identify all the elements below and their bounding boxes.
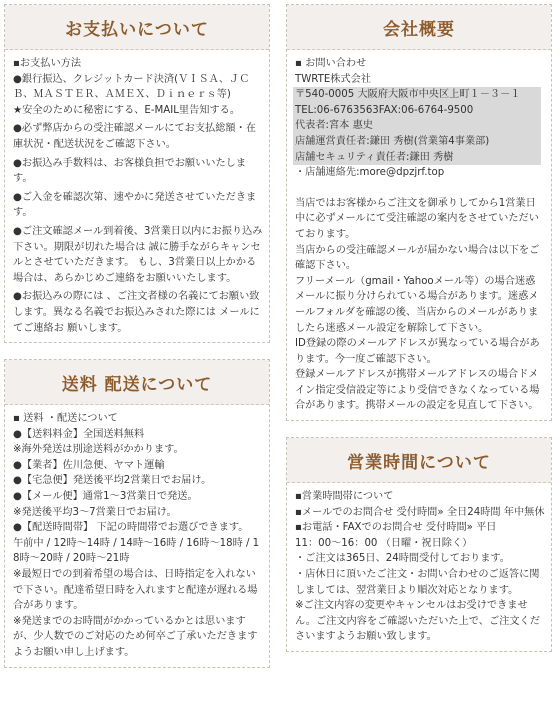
company-header <box>287 5 551 50</box>
payment-line: ★安全のために秘密にする、E-MAIL里告知する。 <box>13 104 241 116</box>
hours-line: ・店休日に頂いたご注文・お問い合わせのご返答に関しましては、翌営業日より順次対応となります。 <box>295 569 540 596</box>
right-column <box>286 4 552 668</box>
payment-line: ●銀行振込、クレジットカード決済(ＶＩＳＡ、ＪＣＢ、ＭＡＳＴＥＲ、ＡＭＥＸ、Ｄｉｎｅｒｓ等) <box>13 73 250 101</box>
company-title: 会社概要 <box>383 19 455 40</box>
shipping-line: ※最短日での到着希望の場合は、日時指定を入れないで下さい。配達希望日時を入れますと配達が遅れる場合があります。 <box>13 569 258 612</box>
payment-line: ●ご入金を確認次第、速やかに発送させていただきます。 <box>13 191 257 219</box>
shipping-line: ●【送料料金】全国送料無料 <box>13 428 145 440</box>
payment-body <box>5 50 269 342</box>
company-body <box>287 50 551 420</box>
hours-header <box>287 438 551 483</box>
payment-header <box>5 5 269 50</box>
hours-line: ※ご注文内容の変更やキャンセルはお受けできません。ご注文内容をご確認いただいた上で、ご注文くださいますようお願い致します。 <box>295 600 540 643</box>
payment-line: ▪お支払い方法 <box>13 58 82 69</box>
hours-line: 11：00〜16：00 （日曜・祝日除く） <box>295 537 473 549</box>
shipping-line: ●【業者】佐川急便、ヤマト運輸 <box>13 459 165 471</box>
company-panel <box>286 4 552 421</box>
company-contact-email[interactable]: ・店舗連絡先:more@dpzjrf.top <box>295 167 445 179</box>
shipping-line: ※海外発送は別途送料がかかります。 <box>13 444 184 456</box>
company-representative: 代表者:宮本 惠史 <box>295 120 373 132</box>
hours-line: ・ご注文は365日、24時間受付しております。 <box>295 553 510 565</box>
shipping-line: ●【宅急便】発送後平均2営業日でお届け。 <box>13 475 212 487</box>
payment-line: ●ご注文確認メール到着後、3営業日以内にお振り込み下さい。期限が切れた場合は 誠に勝手ながらキャンセルとさせていただきます。 もし、3営業日以上かかる場合は、あらかじめご連絡をお願いいたします。 <box>13 225 263 284</box>
shipping-line: ●【配送時間帯】 下記の時間帯でお選びできます。 <box>13 522 249 534</box>
company-note: フリーメール（gmail・Yahooメール等）の場合迷惑メールに振り分けられている場合があります。迷惑メールフォルダを確認の後、当店からのメールがありましたら迷惑メール設定を解除して下さい。 <box>295 275 539 334</box>
shipping-title: 送料 配送について <box>61 374 213 395</box>
company-security-manager: 店舗セキュリティ責任者:鎌田 秀樹 <box>295 151 454 163</box>
company-info-block <box>293 87 541 165</box>
company-note: 当店ではお客様からご注文を御承りしてから1営業日中に必ずメールにて受注確認の案内をさせていただいております。 <box>295 197 539 240</box>
company-note: ID登録の際のメールアドレスが異なっている場合があります。今一度ご確認下さい。 <box>295 338 540 365</box>
hours-title: 営業時間について <box>347 452 491 473</box>
shipping-body <box>5 405 269 667</box>
hours-body <box>287 483 551 651</box>
company-name: TWRTE株式会社 <box>295 73 372 85</box>
shipping-line: ※発送までのお時間がかかっているかとは思いますが、少人数でのご対応のため何卒ご了承いただきますようお願い申し上げます。 <box>13 615 258 658</box>
shipping-header <box>5 360 269 405</box>
company-note: 当店からの受注確認メールが届かない場合は以下をご確認下さい。 <box>295 244 540 272</box>
shipping-line: ※発送後平均3〜7営業日でお届け。 <box>13 506 177 518</box>
company-note: 登録メールアドレスが携帯メールアドレスの場合ドメイン指定受信設定等により受信できなくなっている場合があります。携帯メールの設定を見直して下さい。 <box>295 369 540 412</box>
shipping-line: 午前中 / 12時〜14時 / 14時〜16時 / 16時〜18時 / 18時〜20時 / 20時〜21時 <box>13 537 260 565</box>
payment-line: ●お振込みの際には 、ご注文者様の名義にてお願い致します。異なる名義でお振込みされた際には メールにてご連絡お 願いします。 <box>13 291 260 334</box>
hours-line: ▪営業時間帯について <box>295 491 394 503</box>
payment-title: お支払いについて <box>65 19 209 40</box>
company-address: 〒540-0005 大阪府大阪市中央区上町１－３－１ <box>295 89 521 101</box>
left-column <box>4 4 270 684</box>
company-store-manager: 店舗運営責任者:鎌田 秀樹(営業第4事業部) <box>295 135 490 147</box>
payment-line: ●お振込み手数料は、お客様負担でお願いいたします。 <box>13 157 247 185</box>
shipping-line: ●【メール便】通常1〜3営業日で発送。 <box>13 491 198 503</box>
hours-line: ▪メールでのお問合せ 受付時間» 全日24時間 年中無休 <box>295 506 545 518</box>
shipping-panel <box>4 359 270 668</box>
payment-line: ●必ず弊店からの受注確認メールにてお支払総額・在庫状況・配送状況をご確認下さい。 <box>13 123 256 150</box>
payment-panel <box>4 4 270 343</box>
hours-line: ▪お電話・FAXでのお問合せ 受付時間» 平日 <box>295 522 497 534</box>
shipping-line: ▪ 送料 ・配送について <box>13 413 118 425</box>
company-line: ▪ お問い合わせ <box>295 58 367 69</box>
company-phone: TEL:06-6763563FAX:06-6764-9500 <box>295 104 474 116</box>
hours-panel <box>286 437 552 652</box>
